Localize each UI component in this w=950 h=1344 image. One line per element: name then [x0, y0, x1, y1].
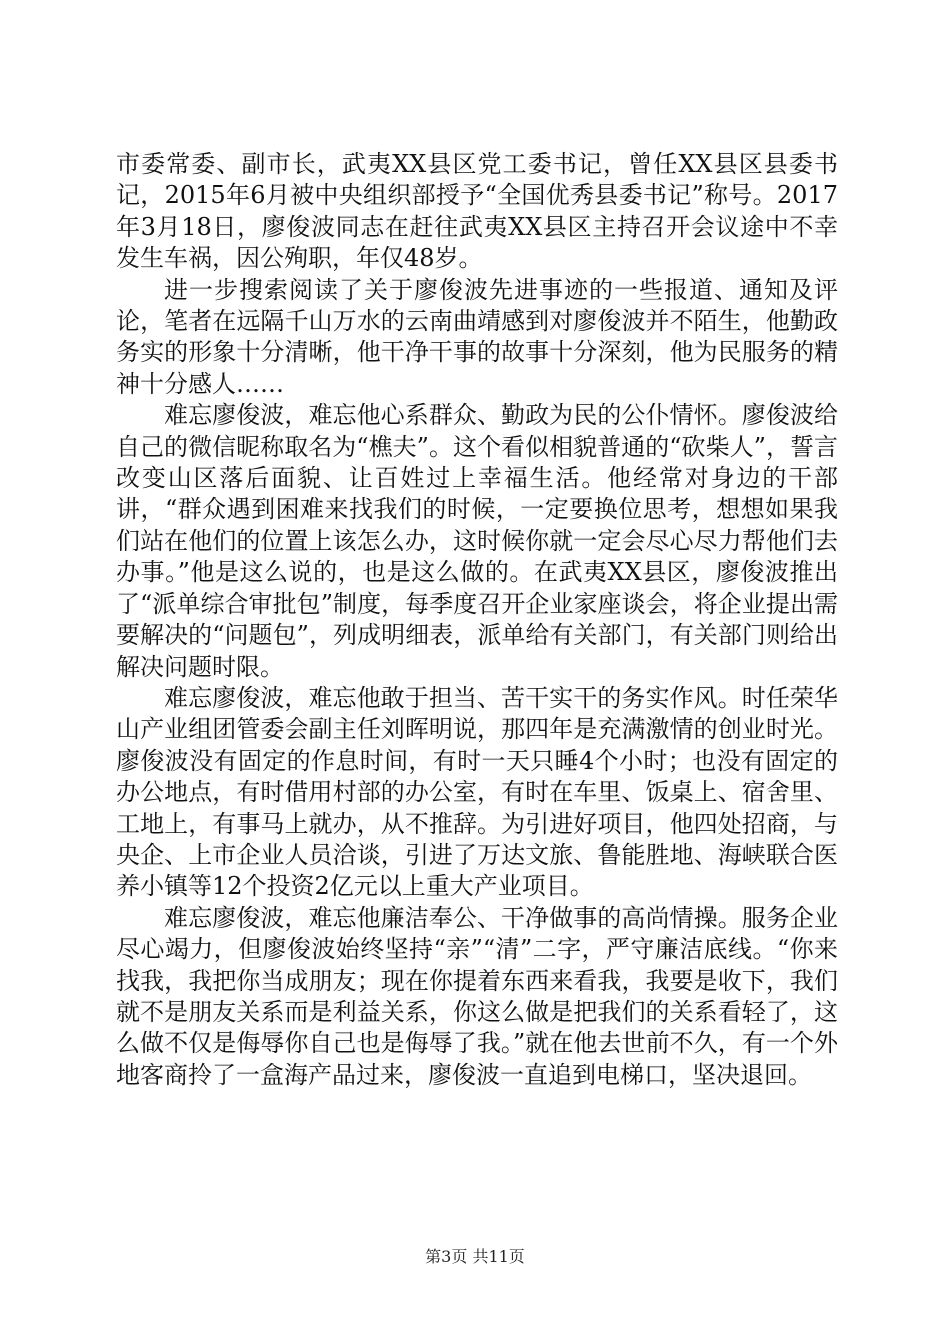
paragraph-5: 难忘廖俊波，难忘他廉洁奉公、干净做事的高尚情操。服务企业尽心竭力，但廖俊波始终坚持“亲”“清”二字，严守廉洁底线。“你来找我，我把你当成朋友；现在你提着东西来看我，我要是收下，我们就不是朋友关系而是利益关系，你这么做是把我们的关系看轻了，这么做不仅是侮辱你自己也是侮辱了我。”就在他去世前不久，有一个外地客商拎了一盒海产品过来，廖俊波一直追到电梯口，坚决退回。 [116, 903, 838, 1089]
document-body [116, 149, 838, 1091]
paragraph-4: 难忘廖俊波，难忘他敢于担当、苦干实干的务实作风。时任荣华山产业组团管委会副主任刘晖明说，那四年是充满激情的创业时光。廖俊波没有固定的作息时间，有时一天只睡4个小时；也没有固定的办公地点，有时借用村部的办公室，有时在车里、饭桌上、宿舍里、工地上，有事马上就办，从不推辞。为引进好项目，他四处招商，与央企、上市企业人员洽谈，引进了万达文旅、鲁能胜地、海峡联合医养小镇等12个投资2亿元以上重大产业项目。 [116, 683, 838, 901]
paragraph-1: 市委常委、副市长，武夷XX县区党工委书记，曾任XX县区县委书记，2015年6月被中央组织部授予“全国优秀县委书记”称号。2017年3月18日，廖俊波同志在赶往武夷XX县区主持召开会议途中不幸发生车祸，因公殉职，年仅48岁。 [116, 150, 838, 273]
page-number-footer: 第3页 共11页 [425, 1247, 525, 1266]
paragraph-2: 进一步搜索阅读了关于廖俊波先进事迹的一些报道、通知及评论，笔者在远隔千山万水的云南曲靖感到对廖俊波并不陌生，他勤政务实的形象十分清晰，他干净干事的故事十分深刻，他为民服务的精神十分感人…… [116, 275, 838, 398]
paragraph-3: 难忘廖俊波，难忘他心系群众、勤政为民的公仆情怀。廖俊波给自己的微信昵称取名为“樵夫”。这个看似相貌普通的“砍柴人”，誓言改变山区落后面貌、让百姓过上幸福生活。他经常对身边的干部讲，“群众遇到困难来找我们的时候，一定要换位思考，想想如果我们站在他们的位置上该怎么办，这时候你就一定会尽心尽力帮他们去办事。”他是这么说的，也是这么做的。在武夷XX县区，廖俊波推出了“派单综合审批包”制度，每季度召开企业家座谈会，将企业提出需要解决的“问题包”，列成明细表，派单给有关部门，有关部门则给出解决问题时限。 [116, 401, 838, 681]
